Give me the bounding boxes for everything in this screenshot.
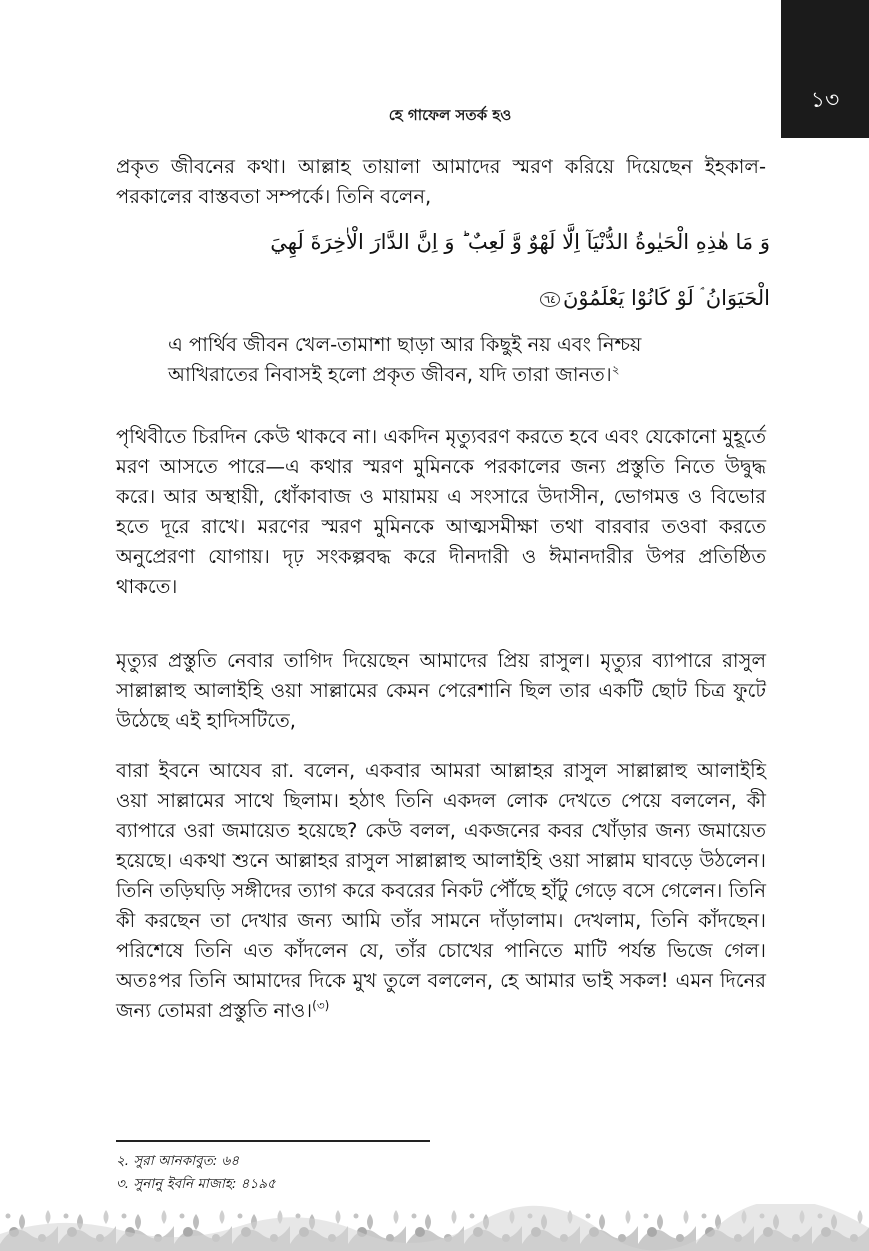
footnote-ref-3: (৩) xyxy=(312,998,330,1013)
arabic-verse-line-2 xyxy=(150,286,770,311)
page-number-tab xyxy=(781,0,869,138)
page-number: ১৩ xyxy=(810,88,840,113)
verse-translation xyxy=(168,330,728,390)
translation-text: এ পার্থিব জীবন খেল-তামাশা ছাড়া আর কিছুই নয় এবং নিশ্চয় আখিরাতের নিবাসই হলো প্রকৃত জীবন, যদি তারা জানত। xyxy=(168,333,642,386)
paragraph-death-remembrance: পৃথিবীতে চিরদিন কেউ থাকবে না। একদিন মৃত্যুবরণ করতে হবে এবং যেকোনো মুহূর্তে মরণ আসতে পারে—এ কথার স্মরণ মুমিনকে পরকালের জন্য প্রস্তুতি নিতে উদ্বুদ্ধ করে। আর অস্থায়ী, ধোঁকাবাজ ও মায়াময় এ সংসারে উদাসীন, ভোগমত্ত ও বিভোর হতে দূরে রাখে। মরণের স্মরণ মুমিনকে আত্মসমীক্ষা তথা বারবার তওবা করতে অনুপ্রেরণা যোগায়। দৃঢ় সংকল্পবদ্ধ করে দীনদারী ও ঈমানদারীর উপর প্রতিষ্ঠিত থাকতে। xyxy=(116,425,766,598)
footnote-3: ৩. সুনানু ইবনি মাজাহ: ৪১৯৫ xyxy=(116,1176,276,1192)
footnote-ref-2: ২ xyxy=(611,362,620,377)
footnote-2: ২. সুরা আনকাবুত: ৬৪ xyxy=(116,1153,240,1169)
paragraph-intro: প্রকৃত জীবনের কথা। আল্লাহ তায়ালা আমাদের স্মরণ করিয়ে দিয়েছেন ইহকাল-পরকালের বাস্তবতা সম্পর্কে। তিনি বলেন, xyxy=(116,155,766,208)
footnote-divider xyxy=(116,1140,430,1142)
running-title: হে গাফেল সতর্ক হও xyxy=(388,106,512,124)
hadith-text: বারা ইবনে আযেব রা. বলেন, একবার আমরা আল্লাহর রাসুল সাল্লাল্লাহু আলাইহি ওয়া সাল্লামের সাথে ছিলাম। হঠাৎ তিনি একদল লোক দেখতে পেয়ে বললেন, কী ব্যাপারে ওরা জমায়েত হয়েছে? কেউ বলল, একজনের কবর খোঁড়ার জন্য জমায়েত হয়েছে। একথা শুনে আল্লাহর রাসুল সাল্লাল্লাহু আলাইহি ওয়া সাল্লাম ঘাবড়ে উঠলেন। তিনি তড়িঘড়ি সঙ্গীদের ত্যাগ করে কবরের নিকট পৌঁছে হাঁটু গেড়ে বসে গেলেন। তিনি কী করছেন তা দেখার জন্য আমি তাঁর সামনে দাঁড়ালাম। দেখলাম, তিনি কাঁদছেন। পরিশেষে তিনি এত কাঁদলেন যে, তাঁর চোখের পানিতে মাটি পর্যন্ত ভিজে গেল। অতঃপর তিনি আমাদের দিকে মুখ তুলে বললেন, হে আমার ভাই সকল! এমন দিনের জন্য তোমরা প্রস্তুতি নাও। xyxy=(116,759,766,1022)
ayah-number-marker: ٦٤ xyxy=(540,292,560,307)
paragraph-prepare: মৃত্যুর প্রস্তুতি নেবার তাগিদ দিয়েছেন আমাদের প্রিয় রাসুল। মৃত্যুর ব্যাপারে রাসুল সাল্লাল্লাহু আলাইহি ওয়া সাল্লামের কেমন পেরেশানি ছিল তার একটি ছোট চিত্র ফুটে উঠেছে এই হাদিসটিতে, xyxy=(116,649,766,732)
arabic-verse-line-1: وَ مَا هٰذِهِ الْحَيٰوةُ الدُّنْيَآ اِلَّا لَهْوٌ وَّ لَعِبٌ ؕ وَ اِنَّ الدَّارَ الْاٰخِرَةَ لَهِيَ xyxy=(270,230,770,254)
paragraph-hadith xyxy=(116,756,766,1026)
arabic-verse-text: الْحَيَوَانُ ۘ لَوْ كَانُوْا يَعْلَمُوْنَ xyxy=(562,286,770,310)
floral-border-ornament xyxy=(0,1204,869,1251)
